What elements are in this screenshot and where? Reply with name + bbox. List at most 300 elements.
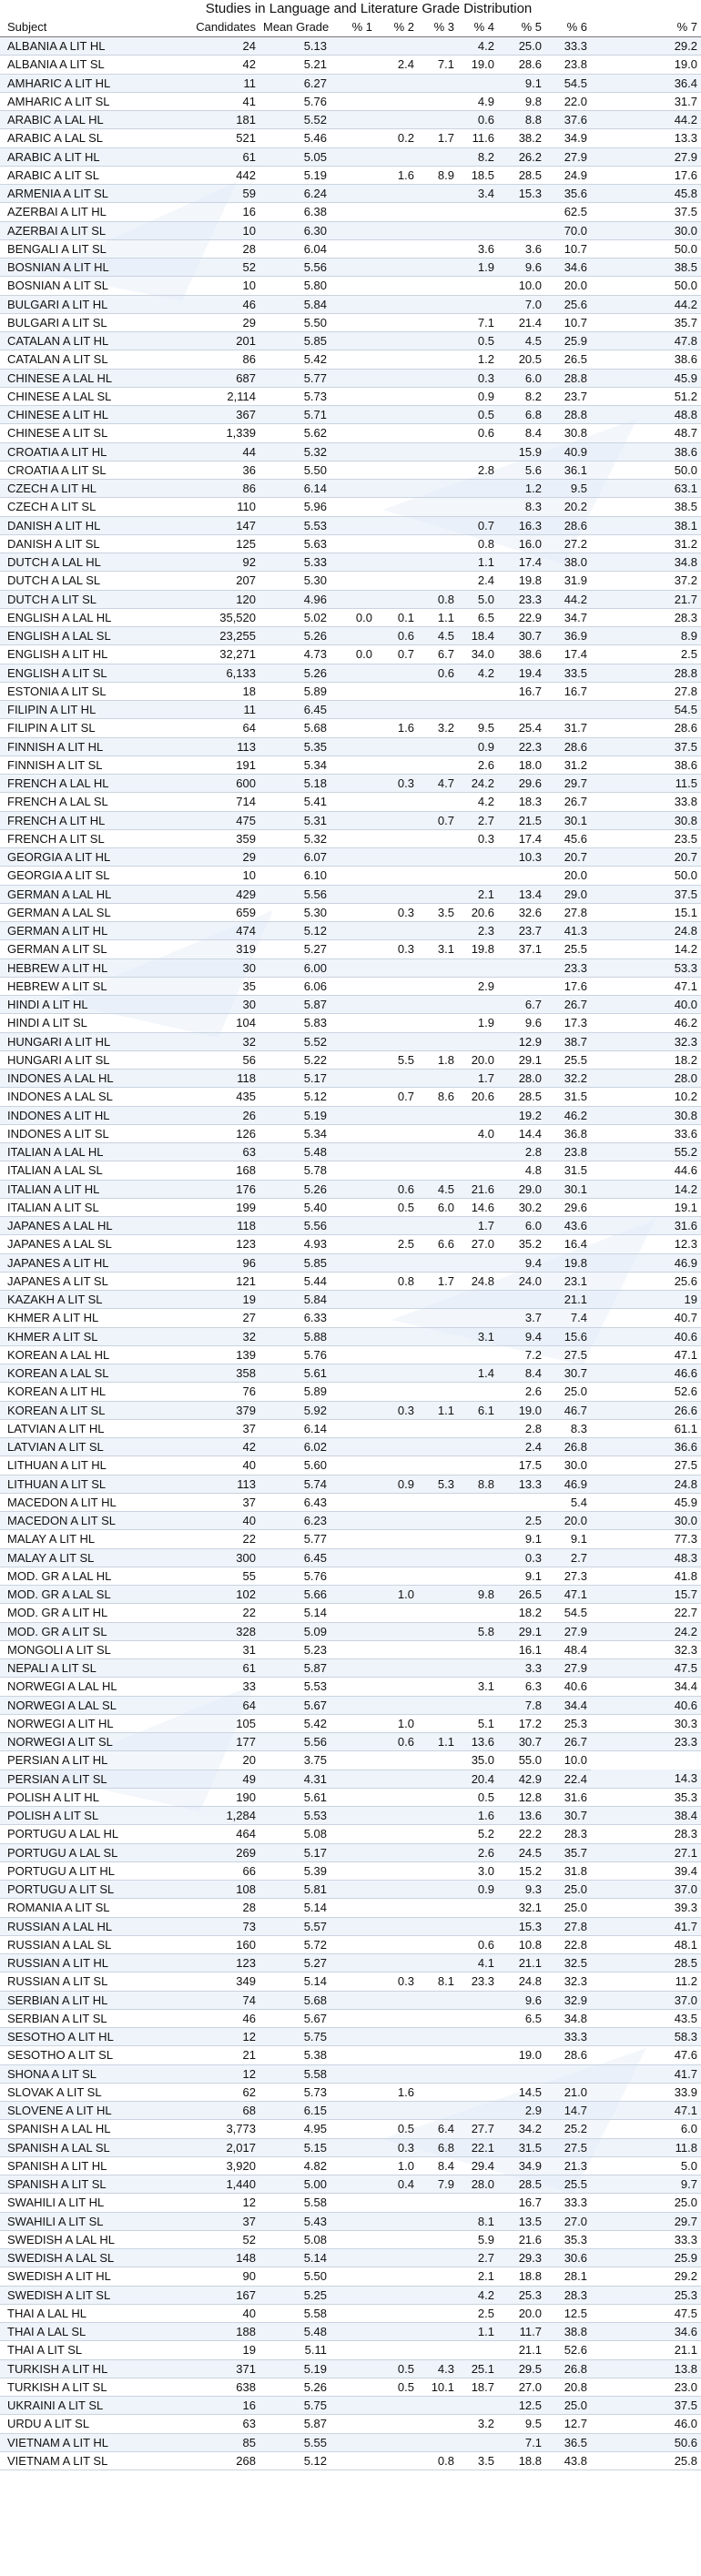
- value-cell: 26.7: [545, 996, 591, 1014]
- table-row: [0, 701, 701, 719]
- table-row: [0, 111, 701, 129]
- value-cell: 27.9: [591, 147, 701, 166]
- subject-cell: SWEDISH A LIT HL: [0, 2267, 187, 2286]
- value-cell: [330, 74, 376, 92]
- value-cell: [458, 295, 498, 313]
- value-cell: [376, 1309, 418, 1327]
- subject-cell: CHINESE A LIT HL: [0, 406, 187, 424]
- value-cell: 37.5: [591, 2397, 701, 2415]
- value-cell: 13.6: [458, 1733, 498, 1751]
- value-cell: 42: [187, 56, 259, 74]
- value-cell: 31.2: [545, 756, 591, 774]
- subject-cell: BOSNIAN A LIT SL: [0, 277, 187, 295]
- value-cell: [376, 2064, 418, 2083]
- table-row: [0, 1050, 701, 1069]
- value-cell: [418, 2341, 458, 2359]
- value-cell: 0.8: [418, 590, 458, 608]
- value-cell: 28.8: [591, 664, 701, 682]
- value-cell: 5.53: [259, 516, 330, 534]
- table-row: [0, 1954, 701, 1973]
- value-cell: 36.8: [545, 1124, 591, 1142]
- value-cell: 30.2: [498, 1198, 545, 1216]
- value-cell: [418, 461, 458, 479]
- value-cell: 19.8: [498, 572, 545, 590]
- value-cell: [418, 2230, 458, 2248]
- value-cell: 1.1: [418, 1401, 458, 1419]
- value-cell: 3.6: [458, 239, 498, 258]
- subject-cell: SLOVAK A LIT SL: [0, 2083, 187, 2101]
- value-cell: [376, 2194, 418, 2212]
- value-cell: [376, 534, 418, 553]
- value-cell: 5.26: [259, 627, 330, 645]
- subject-cell: ENGLISH A LAL HL: [0, 608, 187, 626]
- value-cell: 38.6: [498, 645, 545, 664]
- value-cell: 4.2: [458, 37, 498, 56]
- value-cell: [418, 1032, 458, 1050]
- value-cell: [458, 1659, 498, 1678]
- table-row: [0, 37, 701, 56]
- subject-cell: CROATIA A LIT HL: [0, 442, 187, 461]
- value-cell: [330, 1530, 376, 1548]
- value-cell: [418, 1567, 458, 1585]
- value-cell: 25.3: [591, 2286, 701, 2304]
- value-cell: [376, 1106, 418, 1124]
- value-cell: [330, 829, 376, 847]
- value-cell: 5.68: [259, 1991, 330, 2009]
- value-cell: 0.3: [376, 1401, 418, 1419]
- value-cell: [330, 793, 376, 811]
- value-cell: 29.4: [458, 2156, 498, 2175]
- value-cell: 2.1: [458, 885, 498, 903]
- value-cell: 6.07: [259, 848, 330, 867]
- value-cell: [376, 1253, 418, 1272]
- subject-cell: AZERBAI A LIT HL: [0, 203, 187, 221]
- value-cell: [330, 2267, 376, 2286]
- value-cell: [330, 387, 376, 405]
- value-cell: 5.23: [259, 1640, 330, 1658]
- value-cell: 5.56: [259, 885, 330, 903]
- value-cell: [376, 424, 418, 442]
- value-cell: 50.0: [591, 867, 701, 885]
- value-cell: 11.2: [591, 1973, 701, 1991]
- value-cell: 46.7: [545, 1401, 591, 1419]
- value-cell: [330, 277, 376, 295]
- value-cell: 1.0: [376, 1714, 418, 1732]
- table-row: [0, 1493, 701, 1511]
- value-cell: 0.5: [376, 2120, 418, 2138]
- value-cell: 201: [187, 332, 259, 350]
- value-cell: 31.7: [545, 719, 591, 737]
- value-cell: 21.6: [458, 1180, 498, 1198]
- value-cell: 1,339: [187, 424, 259, 442]
- value-cell: 39.4: [591, 1861, 701, 1880]
- value-cell: [376, 958, 418, 977]
- value-cell: 3.5: [458, 2451, 498, 2470]
- value-cell: 26.5: [545, 350, 591, 369]
- value-cell: 5.78: [259, 1161, 330, 1180]
- value-cell: [376, 572, 418, 590]
- value-cell: 27: [187, 1309, 259, 1327]
- table-row: [0, 1272, 701, 1290]
- value-cell: 3.0: [458, 1861, 498, 1880]
- value-cell: [376, 406, 418, 424]
- value-cell: 371: [187, 2359, 259, 2378]
- value-cell: [330, 461, 376, 479]
- value-cell: 46.2: [545, 1106, 591, 1124]
- value-cell: [418, 1512, 458, 1530]
- value-cell: 5.1: [458, 1714, 498, 1732]
- value-cell: 52.6: [545, 2341, 591, 2359]
- value-cell: [458, 1991, 498, 2009]
- value-cell: 2.8: [498, 1419, 545, 1437]
- value-cell: 2.5: [498, 1512, 545, 1530]
- value-cell: [418, 2249, 458, 2267]
- value-cell: 0.6: [376, 627, 418, 645]
- table-row: [0, 2415, 701, 2433]
- table-row: [0, 332, 701, 350]
- value-cell: [376, 1899, 418, 1917]
- value-cell: [330, 1899, 376, 1917]
- value-cell: 10.7: [545, 239, 591, 258]
- value-cell: 2.7: [458, 2249, 498, 2267]
- value-cell: 14.4: [498, 1124, 545, 1142]
- value-cell: 9.5: [458, 719, 498, 737]
- subject-cell: FILIPIN A LIT SL: [0, 719, 187, 737]
- value-cell: [376, 1014, 418, 1032]
- subject-cell: MOD. GR A LAL HL: [0, 1567, 187, 1585]
- table-row: [0, 147, 701, 166]
- value-cell: 19.0: [591, 56, 701, 74]
- value-cell: 48.7: [591, 424, 701, 442]
- table-row: [0, 1935, 701, 1953]
- value-cell: [330, 1198, 376, 1216]
- table-row: [0, 74, 701, 92]
- value-cell: [418, 1917, 458, 1935]
- value-cell: [376, 1788, 418, 1806]
- value-cell: 1,284: [187, 1807, 259, 1825]
- value-cell: 27.0: [458, 1235, 498, 1253]
- value-cell: [330, 350, 376, 369]
- value-cell: 0.5: [458, 406, 498, 424]
- value-cell: 12.9: [498, 1032, 545, 1050]
- value-cell: 10.1: [418, 2378, 458, 2396]
- value-cell: 2.9: [458, 977, 498, 995]
- table-row: [0, 829, 701, 847]
- value-cell: [376, 1751, 418, 1770]
- value-cell: [458, 2397, 498, 2415]
- value-cell: 21.7: [591, 590, 701, 608]
- value-cell: 92: [187, 553, 259, 572]
- value-cell: 4.5: [498, 332, 545, 350]
- value-cell: [545, 2064, 591, 2083]
- subject-cell: ENGLISH A LIT HL: [0, 645, 187, 664]
- value-cell: [376, 221, 418, 239]
- value-cell: 21.1: [545, 1291, 591, 1309]
- value-cell: [330, 1401, 376, 1419]
- value-cell: 0.5: [376, 2359, 418, 2378]
- value-cell: [330, 775, 376, 793]
- value-cell: [376, 1548, 418, 1567]
- value-cell: 9.4: [498, 1327, 545, 1345]
- value-cell: 35.3: [545, 2230, 591, 2248]
- subject-cell: ARABIC A LAL HL: [0, 111, 187, 129]
- value-cell: 7.1: [458, 313, 498, 331]
- value-cell: 4.31: [259, 1770, 330, 1788]
- table-row: [0, 313, 701, 331]
- value-cell: 19.0: [498, 2046, 545, 2064]
- value-cell: 30.7: [545, 1364, 591, 1383]
- value-cell: [418, 572, 458, 590]
- value-cell: 9.3: [498, 1881, 545, 1899]
- subject-cell: CZECH A LIT HL: [0, 480, 187, 498]
- value-cell: 5.81: [259, 1881, 330, 1899]
- table-row: [0, 1991, 701, 2009]
- value-cell: 5.12: [259, 922, 330, 940]
- subject-cell: VIETNAM A LIT SL: [0, 2451, 187, 2470]
- value-cell: 27.9: [545, 147, 591, 166]
- value-cell: 50.0: [591, 239, 701, 258]
- value-cell: 5.61: [259, 1364, 330, 1383]
- subject-cell: MOD. GR A LAL SL: [0, 1586, 187, 1604]
- value-cell: [376, 1345, 418, 1364]
- value-cell: 167: [187, 2286, 259, 2304]
- table-row: [0, 129, 701, 147]
- subject-cell: ESTONIA A LIT SL: [0, 682, 187, 700]
- value-cell: 16.3: [498, 516, 545, 534]
- value-cell: 5.62: [259, 424, 330, 442]
- value-cell: 32,271: [187, 645, 259, 664]
- value-cell: 0.6: [376, 1733, 418, 1751]
- value-cell: 3.5: [418, 903, 458, 921]
- value-cell: 6.6: [418, 1235, 458, 1253]
- value-cell: [498, 1493, 545, 1511]
- value-cell: [330, 867, 376, 885]
- value-cell: [458, 1309, 498, 1327]
- value-cell: [376, 1954, 418, 1973]
- value-cell: 37: [187, 1419, 259, 1437]
- value-cell: 23.5: [591, 829, 701, 847]
- value-cell: [330, 221, 376, 239]
- subject-cell: LITHUAN A LIT SL: [0, 1475, 187, 1493]
- value-cell: 24.8: [458, 1272, 498, 1290]
- table-row: [0, 1253, 701, 1272]
- value-cell: [458, 2194, 498, 2212]
- value-cell: [418, 2212, 458, 2230]
- value-cell: [330, 516, 376, 534]
- table-row: [0, 958, 701, 977]
- value-cell: 5.22: [259, 1050, 330, 1069]
- value-cell: 29.7: [545, 775, 591, 793]
- value-cell: 3.6: [498, 239, 545, 258]
- value-cell: 62.5: [545, 203, 591, 221]
- value-cell: 64: [187, 719, 259, 737]
- value-cell: 1.2: [458, 350, 498, 369]
- subject-cell: NORWEGI A LIT HL: [0, 1714, 187, 1732]
- value-cell: 31.5: [498, 2138, 545, 2156]
- value-cell: 19.8: [545, 1253, 591, 1272]
- value-cell: 108: [187, 1881, 259, 1899]
- value-cell: 5.8: [458, 1622, 498, 1640]
- value-cell: 23.7: [545, 387, 591, 405]
- value-cell: 3.2: [418, 719, 458, 737]
- subject-cell: KOREAN A LAL SL: [0, 1364, 187, 1383]
- value-cell: 50.0: [591, 461, 701, 479]
- value-cell: 55.0: [498, 1751, 545, 1770]
- value-cell: 24: [187, 37, 259, 56]
- value-cell: 3.75: [259, 1751, 330, 1770]
- value-cell: 30.3: [591, 1714, 701, 1732]
- value-cell: 5.34: [259, 756, 330, 774]
- table-row: [0, 1070, 701, 1088]
- value-cell: [330, 480, 376, 498]
- table-row: [0, 1899, 701, 1917]
- value-cell: [330, 977, 376, 995]
- value-cell: 5.17: [259, 1843, 330, 1861]
- value-cell: 32.3: [545, 1973, 591, 1991]
- value-cell: 5.33: [259, 553, 330, 572]
- value-cell: 123: [187, 1954, 259, 1973]
- value-cell: [376, 2397, 418, 2415]
- value-cell: 35.7: [545, 1843, 591, 1861]
- value-cell: [330, 56, 376, 74]
- value-cell: 16.4: [545, 1235, 591, 1253]
- value-cell: [418, 2433, 458, 2451]
- value-cell: 28.6: [545, 516, 591, 534]
- table-row: [0, 2286, 701, 2304]
- value-cell: 379: [187, 1401, 259, 1419]
- value-cell: 33: [187, 1678, 259, 1696]
- value-cell: 41: [187, 92, 259, 110]
- value-cell: 4.93: [259, 1235, 330, 1253]
- subject-cell: ALBANIA A LIT SL: [0, 56, 187, 74]
- value-cell: [376, 1512, 418, 1530]
- value-cell: 5.57: [259, 1917, 330, 1935]
- value-cell: [330, 2359, 376, 2378]
- value-cell: 17.6: [591, 166, 701, 184]
- value-cell: [330, 1291, 376, 1309]
- value-cell: [418, 2304, 458, 2322]
- value-cell: [418, 221, 458, 239]
- value-cell: 37.2: [591, 572, 701, 590]
- value-cell: [418, 1935, 458, 1953]
- value-cell: [418, 534, 458, 553]
- subject-cell: ARABIC A LIT SL: [0, 166, 187, 184]
- value-cell: 0.5: [458, 1788, 498, 1806]
- value-cell: 5.77: [259, 1530, 330, 1548]
- value-cell: 0.3: [498, 1548, 545, 1567]
- value-cell: 34.4: [591, 1678, 701, 1696]
- value-cell: 4.95: [259, 2120, 330, 2138]
- value-cell: 2,114: [187, 387, 259, 405]
- value-cell: 5.74: [259, 1475, 330, 1493]
- value-cell: 6.10: [259, 867, 330, 885]
- value-cell: 37: [187, 1493, 259, 1511]
- value-cell: 5.30: [259, 572, 330, 590]
- value-cell: 30.7: [498, 1733, 545, 1751]
- value-cell: 0.3: [376, 1973, 418, 1991]
- value-cell: 85: [187, 2433, 259, 2451]
- value-cell: 61: [187, 147, 259, 166]
- value-cell: 105: [187, 1714, 259, 1732]
- value-cell: 6.8: [498, 406, 545, 424]
- value-cell: [330, 1622, 376, 1640]
- value-cell: [458, 2046, 498, 2064]
- subject-cell: MOD. GR A LIT SL: [0, 1622, 187, 1640]
- table-row: [0, 350, 701, 369]
- value-cell: 31.5: [545, 1088, 591, 1106]
- value-cell: [330, 1124, 376, 1142]
- value-cell: 41.3: [545, 922, 591, 940]
- value-cell: 1.2: [498, 480, 545, 498]
- value-cell: 6.0: [591, 2120, 701, 2138]
- table-row: [0, 2064, 701, 2083]
- subject-cell: TURKISH A LIT HL: [0, 2359, 187, 2378]
- value-cell: 14.6: [458, 1198, 498, 1216]
- value-cell: [458, 1604, 498, 1622]
- value-cell: 0.8: [376, 1272, 418, 1290]
- value-cell: 2.8: [458, 461, 498, 479]
- value-cell: 5.76: [259, 92, 330, 110]
- value-cell: [458, 1143, 498, 1161]
- value-cell: 23.8: [545, 56, 591, 74]
- table-row: [0, 2451, 701, 2470]
- value-cell: 8.9: [591, 627, 701, 645]
- value-cell: 96: [187, 1253, 259, 1272]
- value-cell: 20.0: [498, 2304, 545, 2322]
- value-cell: 25.9: [545, 332, 591, 350]
- value-cell: 28.5: [591, 1954, 701, 1973]
- value-cell: [418, 111, 458, 129]
- value-cell: [376, 185, 418, 203]
- value-cell: [418, 1788, 458, 1806]
- value-cell: 38.7: [545, 1032, 591, 1050]
- value-cell: [330, 1253, 376, 1272]
- value-cell: 74: [187, 1991, 259, 2009]
- value-cell: [330, 1327, 376, 1345]
- value-cell: [330, 424, 376, 442]
- value-cell: 40.6: [591, 1696, 701, 1714]
- value-cell: [418, 1751, 458, 1770]
- value-cell: [376, 793, 418, 811]
- value-cell: [376, 259, 418, 277]
- value-cell: 0.9: [376, 1475, 418, 1493]
- value-cell: 77.3: [591, 1530, 701, 1548]
- value-cell: [376, 1881, 418, 1899]
- value-cell: 36.1: [545, 461, 591, 479]
- table-row: [0, 534, 701, 553]
- value-cell: 38.8: [545, 2323, 591, 2341]
- value-cell: 33.3: [545, 2028, 591, 2046]
- value-cell: [330, 2212, 376, 2230]
- value-cell: 25.0: [591, 2194, 701, 2212]
- value-cell: 11.8: [591, 2138, 701, 2156]
- value-cell: 12.5: [498, 2397, 545, 2415]
- value-cell: [330, 572, 376, 590]
- value-cell: 37: [187, 2212, 259, 2230]
- value-cell: [330, 1364, 376, 1383]
- value-cell: 9.6: [498, 1991, 545, 2009]
- value-cell: 148: [187, 2249, 259, 2267]
- value-cell: [330, 1383, 376, 1401]
- value-cell: 32.2: [545, 1070, 591, 1088]
- value-cell: [376, 2323, 418, 2341]
- value-cell: 3.2: [458, 2415, 498, 2433]
- value-cell: 22: [187, 1604, 259, 1622]
- value-cell: 34.8: [591, 553, 701, 572]
- value-cell: [330, 1438, 376, 1456]
- value-cell: 13.8: [591, 2359, 701, 2378]
- value-cell: 24.2: [458, 775, 498, 793]
